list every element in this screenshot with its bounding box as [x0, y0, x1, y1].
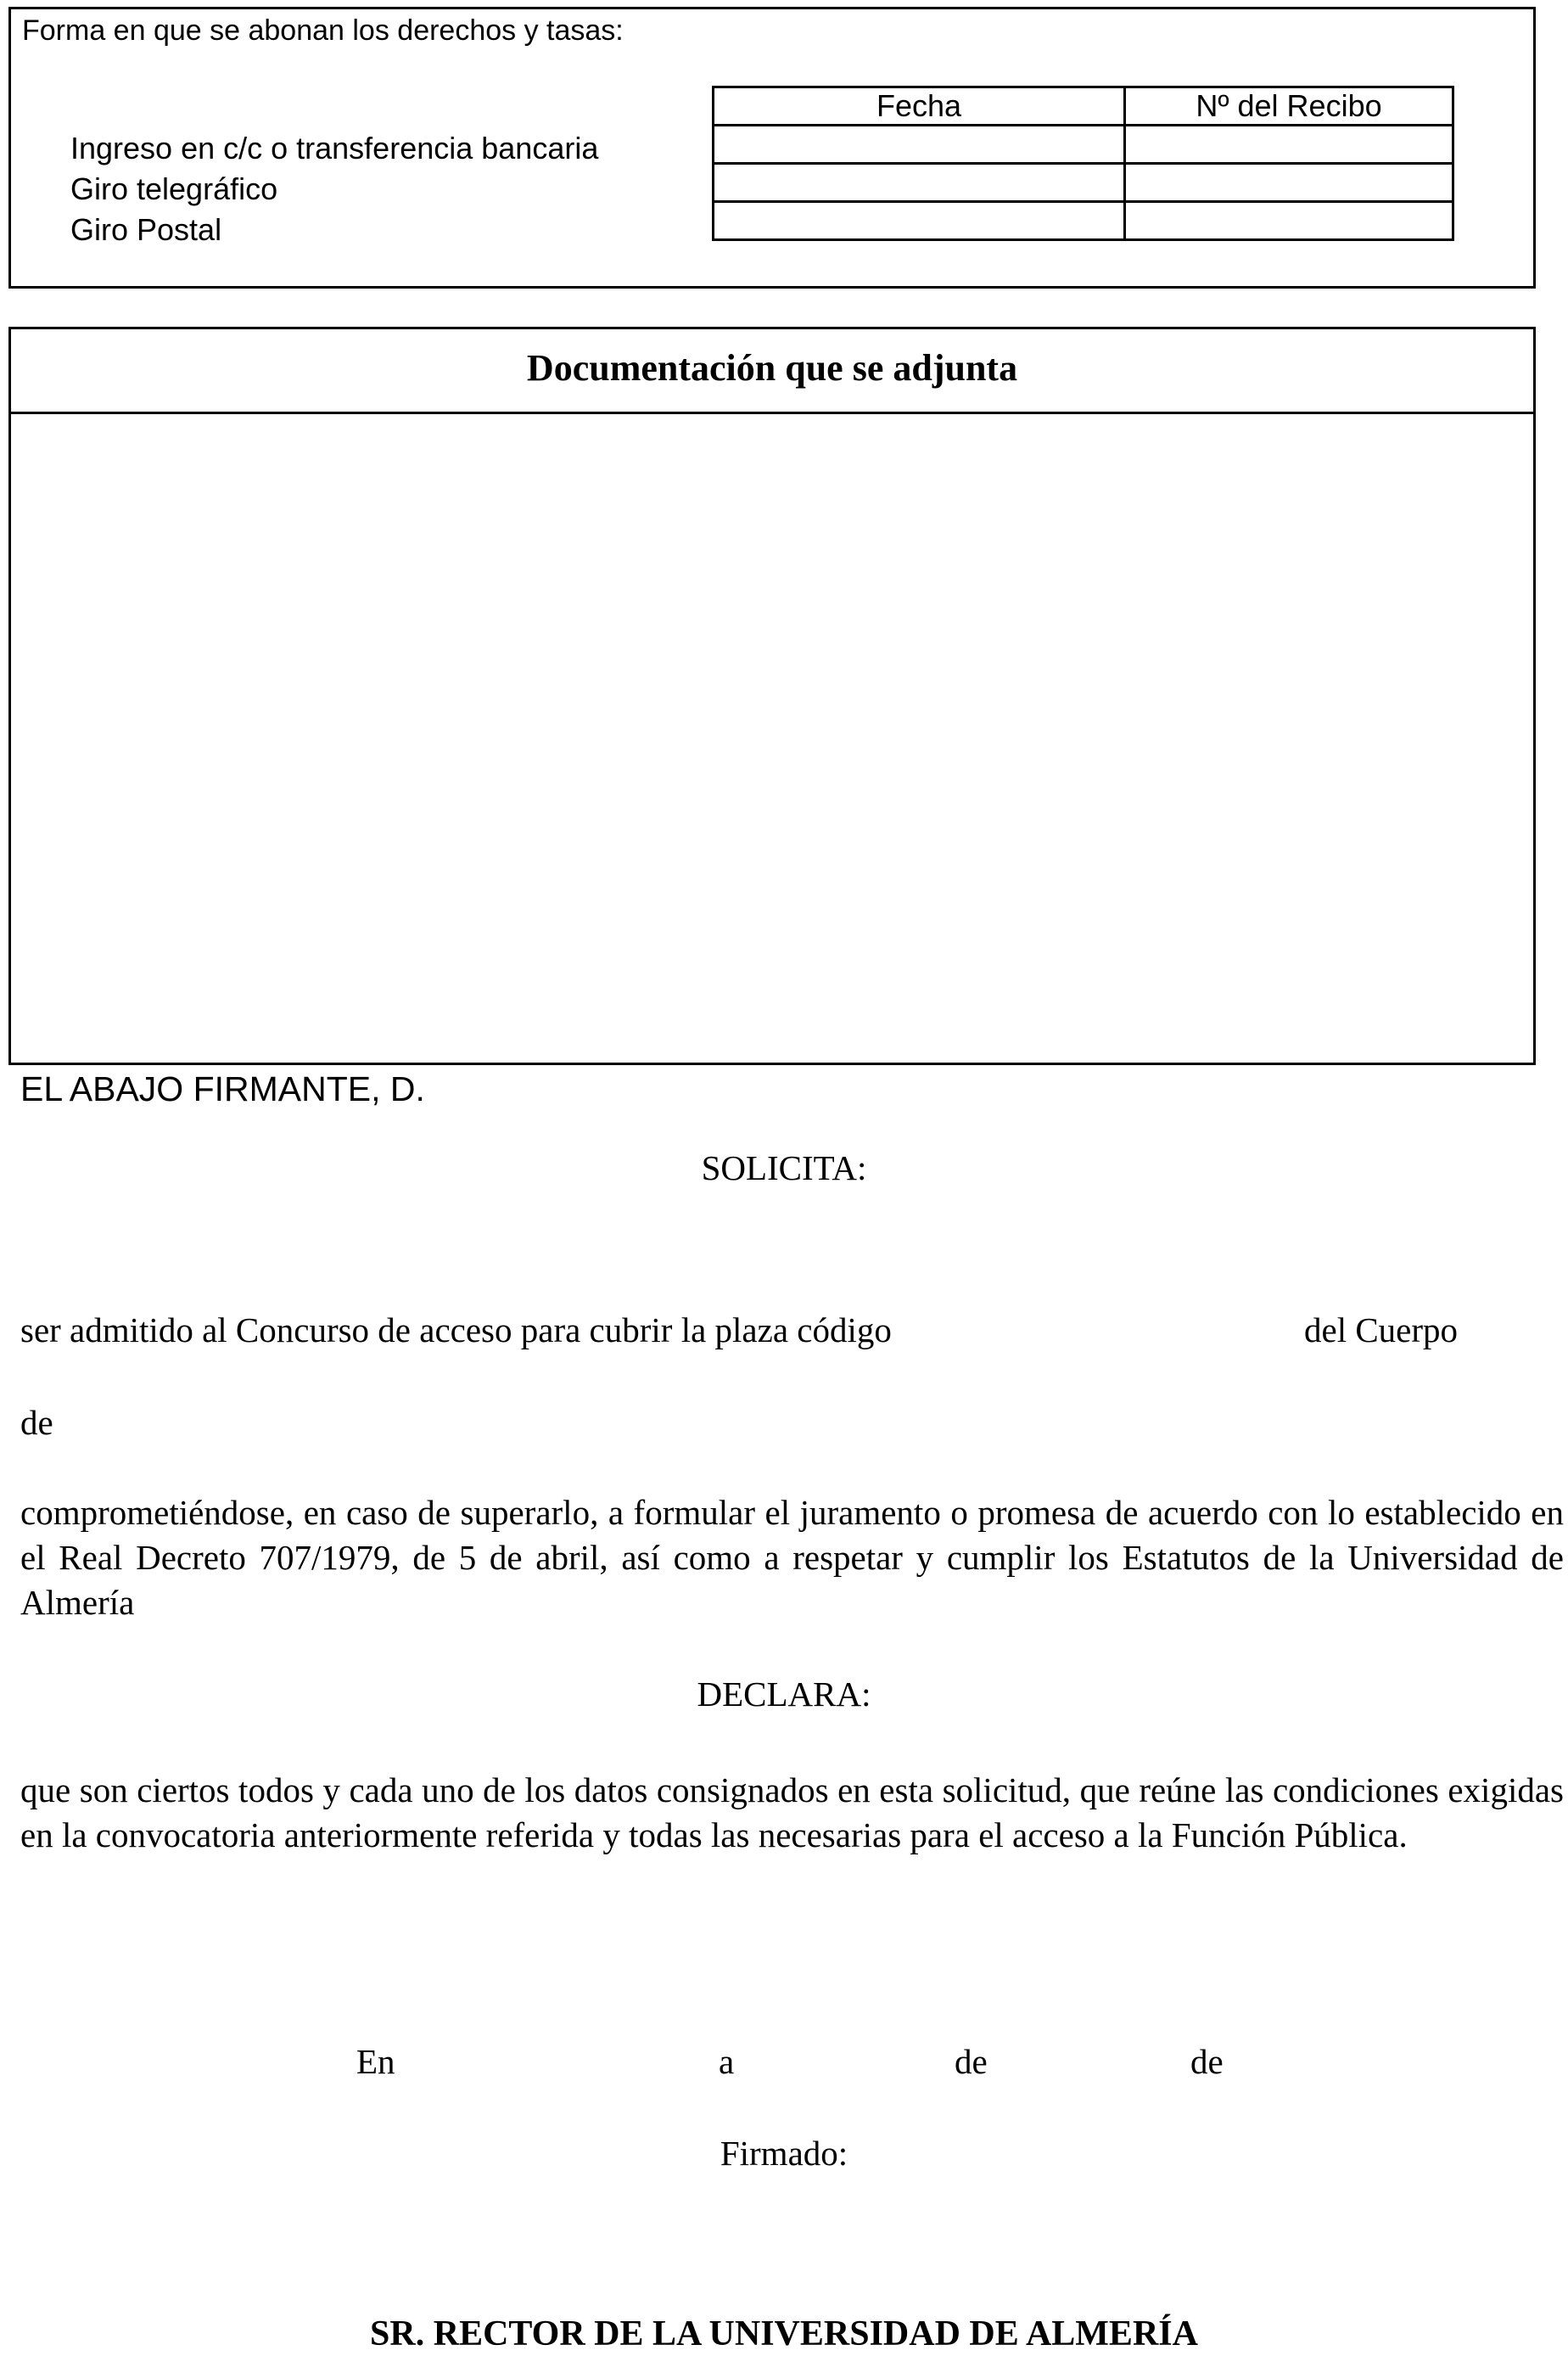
- signature-label: Firmado:: [720, 2134, 848, 2173]
- addressee: SR. RECTOR DE LA UNIVERSIDAD DE ALMERÍA: [370, 2314, 1198, 2353]
- date-a: a: [719, 2042, 735, 2081]
- recibo-cell[interactable]: [1125, 164, 1453, 202]
- documents-title-row: [11, 329, 1533, 414]
- date-de-1: de: [955, 2042, 988, 2081]
- solicita-line2: de: [20, 1403, 53, 1442]
- table-row: [714, 164, 1453, 202]
- receipt-table: [712, 86, 1454, 241]
- recibo-cell[interactable]: [1125, 202, 1453, 240]
- payment-method-postal: Giro Postal: [70, 212, 222, 247]
- declara-body: que son ciertos todos y cada uno de los datos consignados en esta solicitud, que reúne las condiciones exigidas en la convocatoria anteriormente referida y todas las necesarias para el acceso a la Función Pública.: [20, 1770, 1564, 1854]
- payment-method-bank-transfer: Ingreso en c/c o transferencia bancaria: [70, 131, 599, 165]
- date-de-2: de: [1190, 2042, 1224, 2081]
- payment-section: [8, 7, 1536, 289]
- solicita-heading: SOLICITA:: [701, 1148, 867, 1187]
- recibo-cell[interactable]: [1125, 126, 1453, 164]
- solicita-line1-left: ser admitido al Concurso de acceso para cubrir la plaza código: [20, 1310, 892, 1349]
- documents-area[interactable]: [11, 414, 1533, 1063]
- fecha-cell[interactable]: [714, 164, 1125, 202]
- fecha-cell[interactable]: [714, 126, 1125, 164]
- documents-section: [8, 327, 1536, 1065]
- table-row: [714, 202, 1453, 240]
- column-header-recibo: Nº del Recibo: [1125, 87, 1453, 126]
- solicita-line1-right: del Cuerpo: [1304, 1310, 1459, 1349]
- signer-label: EL ABAJO FIRMANTE, D.: [20, 1069, 425, 1108]
- table-row: [714, 126, 1453, 164]
- date-en: En: [356, 2042, 395, 2081]
- declara-heading: DECLARA:: [697, 1674, 871, 1714]
- payment-method-telegraphic: Giro telegráfico: [70, 171, 278, 206]
- payment-header: Forma en que se abonan los derechos y tasas:: [22, 14, 624, 47]
- receipt-table-header: [714, 87, 1453, 126]
- solicita-body: comprometiéndose, en caso de superarlo, a formular el juramento o promesa de acuerdo con lo establecido en el Real Decreto 707/1979, de 5 de abril, así como a respetar y cumplir los Estatutos de la Universidad de Almería: [20, 1493, 1564, 1622]
- fecha-cell[interactable]: [714, 202, 1125, 240]
- documents-title: Documentación que se adjunta: [526, 347, 1018, 389]
- column-header-fecha: Fecha: [714, 87, 1125, 126]
